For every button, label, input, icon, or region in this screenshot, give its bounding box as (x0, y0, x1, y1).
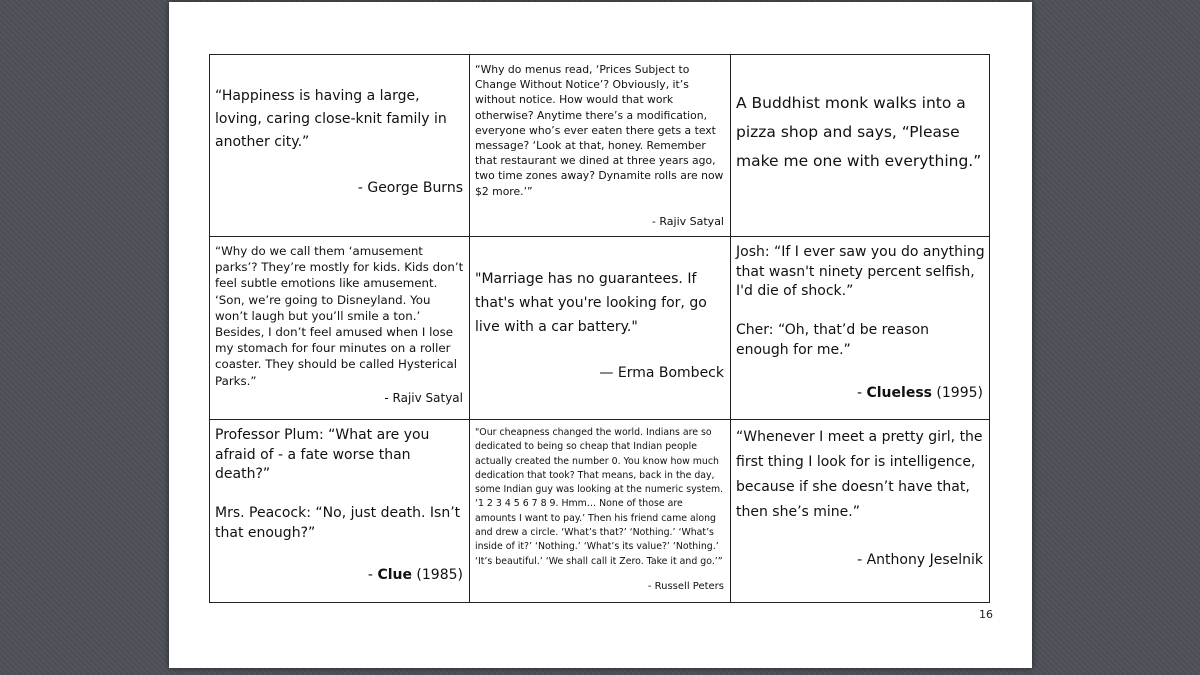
quote-text: A Buddhist monk walks into a pizza shop and says, “Please make me one with everything.” (736, 94, 982, 170)
quote-text: “Whenever I meet a pretty girl, the first thing I look for is intelligence, because if she doesn’t have that, then she’s mine.” (736, 429, 983, 520)
quote-author: - Clue (1985) (367, 567, 463, 583)
quote-text: "Marriage has no guarantees. If that's what you're looking for, go live with a car battery." (475, 271, 707, 335)
document-page (169, 2, 1032, 668)
quote-text: Josh: “If I ever saw you do anything that wasn't ninety percent selfish, I'd die of shock.” Cher: “Oh, that’d be reason enough for me.” (736, 244, 985, 358)
quote-author: — Erma Bombeck (599, 365, 724, 381)
quote-cell-erma-bombeck (470, 237, 731, 420)
quote-text: “Why do menus read, ‘Prices Subject to Change Without Notice’? Obviously, it’s without notice. How would that work otherwise? Anytime there’s a modification, everyone who’s ever eaten there gets a text message? ‘Look at that, honey. Remember that restaurant we dined at three years ago, two time zones away? Dynamite rolls are now $2 more.’” (475, 63, 724, 198)
quote-cell-russell-peters (470, 420, 731, 602)
quote-cell-buddhist-monk (731, 55, 989, 237)
quote-grid (209, 54, 990, 603)
quote-cell-menus (470, 55, 731, 237)
quote-author: - George Burns (357, 180, 463, 196)
quote-cell-george-burns (210, 55, 470, 237)
quote-author: - Rajiv Satyal (651, 215, 724, 228)
quote-text: "Our cheapness changed the world. Indians are so dedicated to being so cheap that Indian people actually created the number 0. You know how much dedication that took? That means, back in the day, some Indian guy was looking at the numeric system. ‘1 2 3 4 5 6 7 8 9. Hmm… None of those are amounts I want to pay.’ Then his friend came along and drew a circle. ‘What’s that?’ ‘Nothing.’ ‘What’s inside of it?’ ‘Nothing.’ ‘What’s its value?’ ‘Nothing.’ ‘It’s beautiful.’ ‘We shall call it Zero. Take it and go.’” (475, 427, 724, 567)
quote-cell-clue (210, 420, 470, 602)
quote-author: - Russell Peters (647, 581, 724, 592)
quote-text: Professor Plum: “What are you afraid of - a fate worse than death?” Mrs. Peacock: “No, just death. Isn’t that enough?” (215, 427, 461, 541)
quote-cell-anthony-jeselnik (731, 420, 989, 602)
quote-cell-amusement-parks (210, 237, 470, 420)
quote-author: - Rajiv Satyal (384, 391, 463, 405)
quote-text: “Happiness is having a large, loving, caring close-knit family in another city.” (215, 88, 447, 150)
quote-cell-clueless (731, 237, 989, 420)
page-number: 16 (979, 608, 993, 621)
quote-author: - Clueless (1995) (856, 385, 983, 401)
quote-text: “Why do we call them ‘amusement parks’? They’re mostly for kids. Kids don’t feel subtle emotions like amusement. ‘Son, we’re going to Disneyland. You won’t laugh but you’ll smile a ton.’ Besides, I don’t feel amused when I lose my stomach for four minutes on a roller coaster. They should be called Hysterical Parks.” (215, 244, 464, 388)
quote-author: - Anthony Jeselnik (857, 552, 983, 568)
